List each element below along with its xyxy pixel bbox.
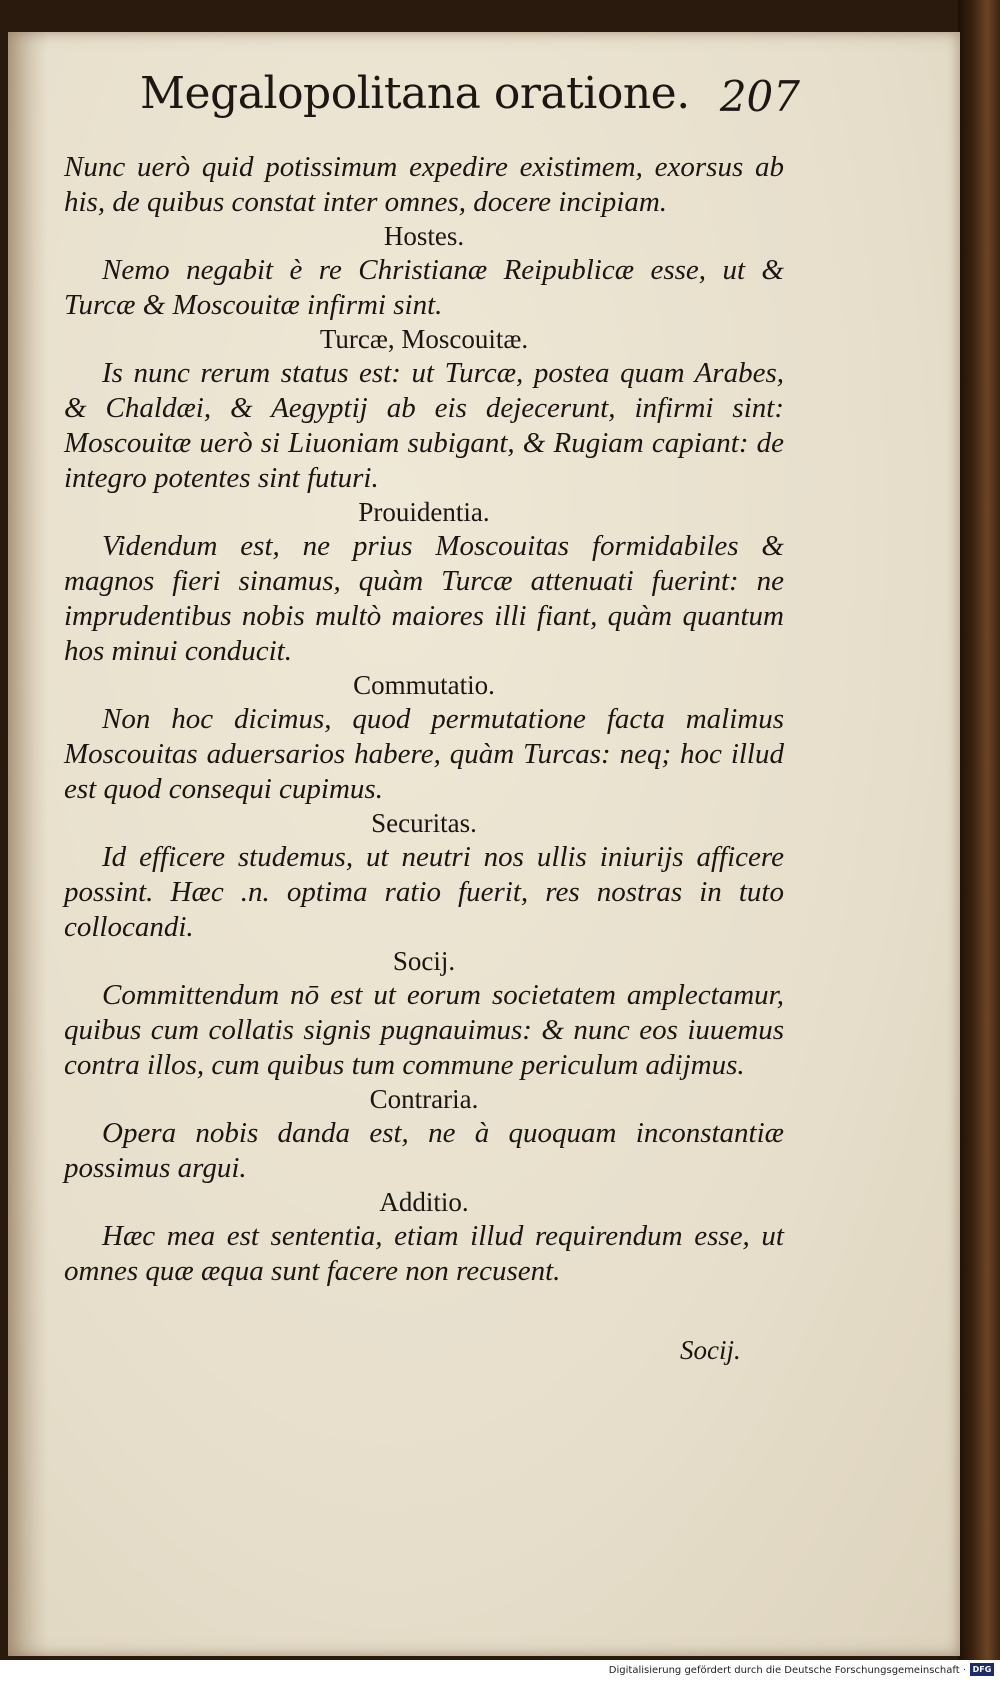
paragraph xyxy=(64,1219,784,1289)
paragraph xyxy=(64,356,784,496)
section-heading xyxy=(64,323,784,356)
heading-text: Commutatio. xyxy=(353,670,495,700)
page-gutter-shadow xyxy=(8,32,48,1656)
page-header xyxy=(140,68,800,148)
heading-text: Securitas. xyxy=(371,808,477,838)
section-heading xyxy=(64,669,784,702)
running-title: Megalopolitana oratione. xyxy=(140,68,690,119)
heading-text: Prouidentia. xyxy=(358,497,490,527)
paragraph-text: Nemo negabit è re Christianæ Reipublicæ esse, ut & Turcæ & Moscouitæ infirmi sint. xyxy=(64,254,784,321)
section-heading xyxy=(64,1186,784,1219)
heading-text: Contraria. xyxy=(369,1084,479,1114)
heading-text: Socij. xyxy=(392,946,456,976)
paragraph xyxy=(64,150,784,220)
paragraph-text: Videndum est, ne prius Moscouitas formidabiles & magnos fieri sinamus, quàm Turcæ attenuati fuerint: ne imprudentibus nobis multò maiores illi fiant, quàm quantum hos minui conducit. xyxy=(64,530,784,667)
section-heading xyxy=(64,945,784,978)
heading-text: Turcæ, Moscouitæ. xyxy=(319,324,529,354)
paragraph xyxy=(64,702,784,807)
heading-text: Hostes. xyxy=(383,221,465,251)
paragraph-text: Opera nobis danda est, ne à quoquam inconstantiæ possimus argui. xyxy=(64,1117,784,1184)
paragraph xyxy=(64,978,784,1083)
paragraph-text: Is nunc rerum status est: ut Turcæ, postea quam Arabes, & Chaldæi, & Aegyptij ab eis dejecerunt, infirmi sint: Moscouitæ uerò si Liuoniam subigant, & Rugiam capiant: de integro potentes sint futuri. xyxy=(64,357,784,494)
paragraph-text: Non hoc dicimus, quod permutatione facta malimus Moscouitas aduersarios habere, quàm Turcas: neq; hoc illud est quod consequi cupimus. xyxy=(64,703,784,805)
book-board-edge xyxy=(958,0,1000,1660)
paragraph-text: Nunc uerò quid potissimum expedire existimem, exorsus ab his, de quibus constat inter omnes, docere incipiam. xyxy=(64,151,784,218)
paragraph-text: Id efficere studemus, ut neutri nos ullis iniurijs afficere possint. Hæc .n. optima ratio fuerit, res nostras in tuto collocandi. xyxy=(64,841,784,943)
paragraph xyxy=(64,529,784,669)
section-heading xyxy=(64,496,784,529)
paragraph xyxy=(64,1116,784,1186)
funding-credit: Digitalisierung gefördert durch die Deutsche Forschungsgemeinschaft · xyxy=(608,1665,966,1676)
section-heading xyxy=(64,220,784,253)
paragraph-text: Committendum nō est ut eorum societatem amplectamur, quibus cum collatis signis pugnauimus: & nunc eos iuuemus contra illos, cum quibus tum commune periculum adijmus. xyxy=(64,979,784,1081)
paragraph-text: Hæc mea est sententia, etiam illud requirendum esse, ut omnes quæ æqua sunt facere non recusent. xyxy=(64,1220,784,1287)
dfg-logo: DFG xyxy=(970,1663,994,1676)
section-heading xyxy=(64,807,784,840)
page-number: 207 xyxy=(719,72,800,121)
paragraph xyxy=(64,840,784,945)
page-text-block xyxy=(64,150,784,1289)
heading-text: Additio. xyxy=(379,1187,469,1217)
catchword: Socij. xyxy=(680,1335,741,1365)
digitization-footer xyxy=(0,1660,1000,1681)
paragraph xyxy=(64,253,784,323)
section-heading xyxy=(64,1083,784,1116)
